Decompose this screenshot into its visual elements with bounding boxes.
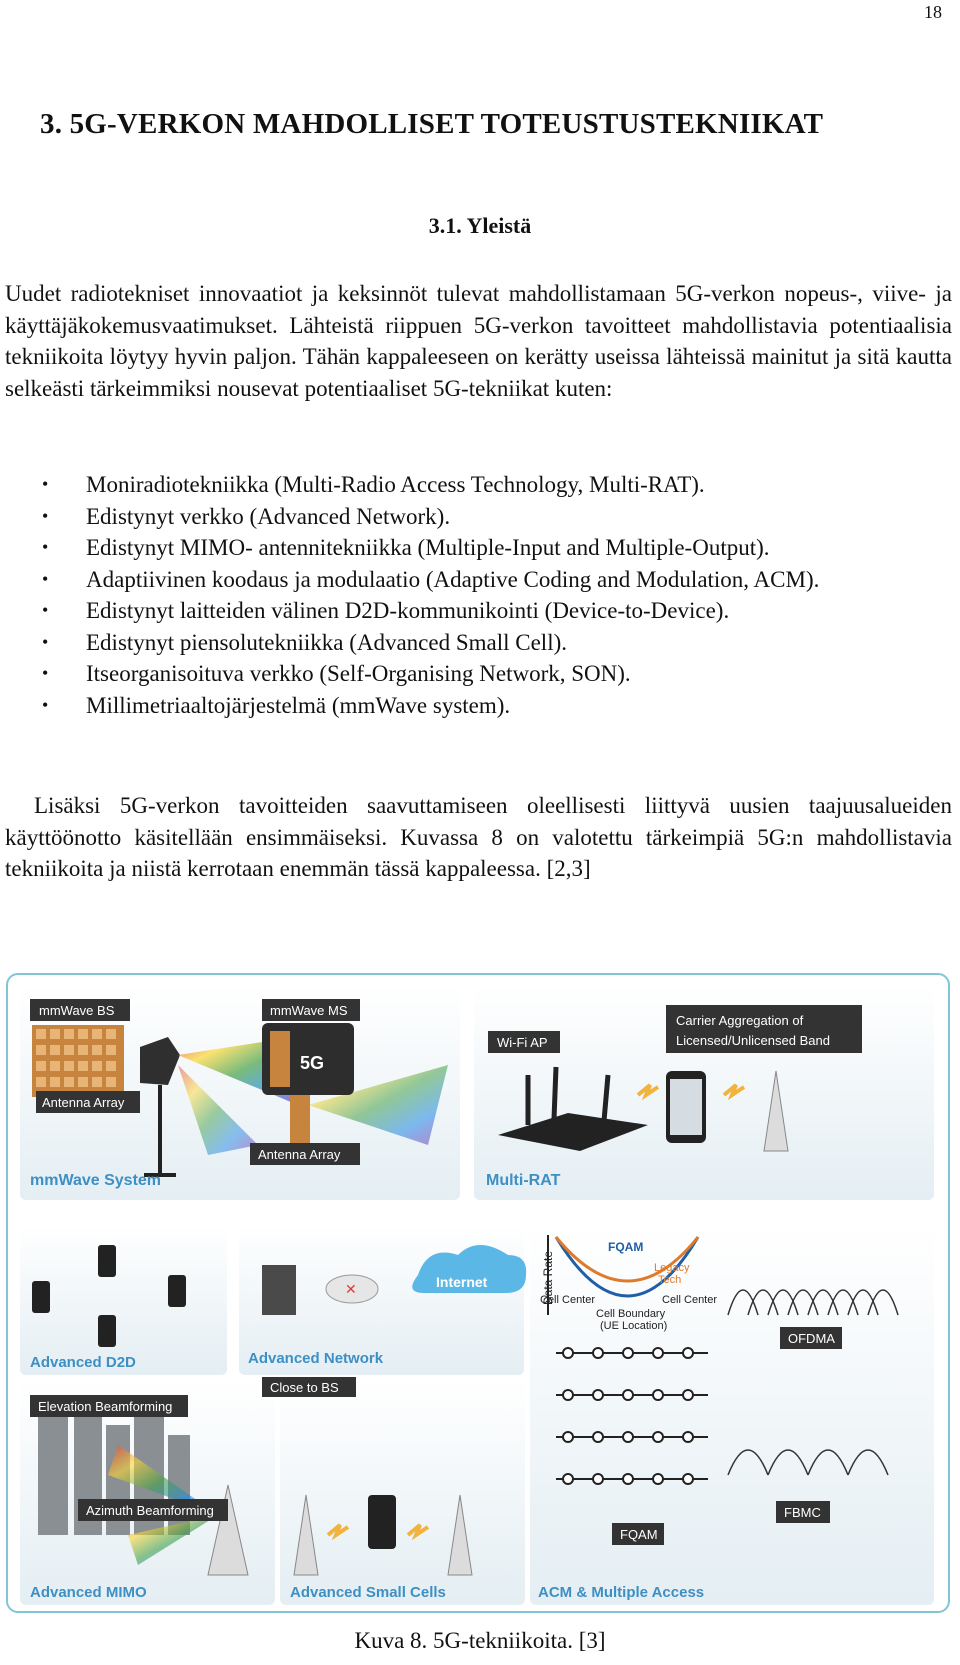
fbmc-label: FBMC (784, 1505, 821, 1520)
mmwave-bs-label: mmWave BS (39, 1003, 115, 1018)
ofdma-label: OFDMA (788, 1331, 835, 1346)
section-title: 3.1. Yleistä (428, 213, 532, 238)
close-to-bs-label: Close to BS (270, 1380, 339, 1395)
technique-list (0, 469, 960, 721)
list-item: • Edistynyt MIMO- antennitekniikka (Multiple-Input and Multiple-Output). (0, 532, 960, 564)
advanced-small-cells-title: Advanced Small Cells (290, 1584, 446, 1601)
panel-d2d (20, 1225, 227, 1375)
list-item: • Itseorganisoituva verkko (Self-Organising Network, SON). (0, 658, 960, 690)
antenna-strip (290, 1095, 310, 1145)
acm-title: ACM & Multiple Access (538, 1584, 705, 1601)
cell-center-label-1: Cell Center (540, 1294, 596, 1306)
small-cell-phone-icon (368, 1495, 396, 1549)
internet-label: Internet (436, 1274, 488, 1290)
carrier-agg-line2: Licensed/Unlicensed Band (676, 1033, 830, 1048)
list-item: • Edistynyt verkko (Advanced Network). (0, 501, 960, 533)
advanced-mimo-title: Advanced MIMO (30, 1584, 147, 1601)
list-item: • Edistynyt laitteiden välinen D2D-kommunikointi (Device-to-Device). (0, 595, 960, 627)
chip-5g-label: 5G (300, 1053, 325, 1073)
server-icon (262, 1265, 296, 1315)
cell-boundary-label: Cell Boundary (596, 1308, 666, 1320)
ue-location-label: (UE Location) (600, 1320, 668, 1332)
mmwave-system-title: mmWave System (30, 1172, 162, 1189)
list-item: • Millimetriaaltojärjestelmä (mmWave system). (0, 690, 960, 722)
antenna-array-label-2: Antenna Array (258, 1147, 341, 1162)
wifi-ap-label: Wi-Fi AP (497, 1035, 548, 1050)
carrier-agg-line1: Carrier Aggregation of (676, 1013, 804, 1028)
mmwave-ms-label: mmWave MS (270, 1003, 348, 1018)
closing-paragraph: Lisäksi 5G-verkon tavoitteiden saavuttamiseen oleellisesti liittyvä uusien taajuusalueiden käyttöönotto käsitellään ensimmäiseksi. Kuvassa 8 on valotettu tärkeimpiä 5G:n mahdollistavia tekniikoita ja niistä kerrotaan enemmän tässä kappaleessa. [2,3] (5, 793, 952, 881)
figure-caption: Kuva 8. 5G-tekniikoita. [3] (354, 1628, 606, 1653)
svg-text:✕: ✕ (345, 1281, 357, 1297)
antenna-array-label-1: Antenna Array (42, 1095, 125, 1110)
legacy-tech-label: Legacy (654, 1262, 690, 1274)
advanced-network-title: Advanced Network (248, 1350, 384, 1367)
advanced-d2d-title: Advanced D2D (30, 1354, 136, 1371)
fqam-top-label: FQAM (608, 1240, 644, 1254)
figure-illustration (8, 975, 948, 1611)
data-rate-label: Data Rate (541, 1250, 555, 1305)
multi-rat-title: Multi-RAT (486, 1172, 561, 1189)
antenna-array-grid (32, 1025, 124, 1097)
azimuth-bf-label: Azimuth Beamforming (86, 1503, 214, 1518)
chapter-title: 3. 5G-VERKON MAHDOLLISET TOTEUSTUSTEKNIIKAT (40, 108, 824, 140)
page-number: 18 (924, 2, 942, 22)
list-item: • Edistynyt piensolutekniikka (Advanced Small Cell). (0, 627, 960, 659)
cell-center-label-2: Cell Center (662, 1294, 718, 1306)
elevation-bf-label: Elevation Beamforming (38, 1399, 173, 1414)
list-item: • Moniradiotekniikka (Multi-Radio Access Technology, Multi-RAT). (0, 469, 960, 501)
intro-paragraph: Uudet radiotekniset innovaatiot ja keksinnöt tulevat mahdollistamaan 5G-verkon nopeus-, viive- ja käyttäjäkokemusvaatimukset. Lähteistä riippuen 5G-verkon tavoitteet mahdollistavia potentiaalisia tekniikoita löytyy hyvin paljon. Tähän kappaleeseen on kerätty useissa lähteissä mainitut ja sitä kautta selkeästi tärkeimmiksi nousevat potentiaaliset 5G-tekniikat kuten: (5, 281, 952, 401)
list-item: • Adaptiivinen koodaus ja modulaatio (Adaptive Coding and Modulation, ACM). (0, 564, 960, 596)
legacy-tech-label-2: Tech (658, 1274, 682, 1286)
chip-antenna (270, 1031, 290, 1087)
fqam-bottom-label: FQAM (620, 1527, 658, 1542)
smartphone-screen (670, 1079, 702, 1135)
figure-5g-techniques (6, 973, 950, 1613)
